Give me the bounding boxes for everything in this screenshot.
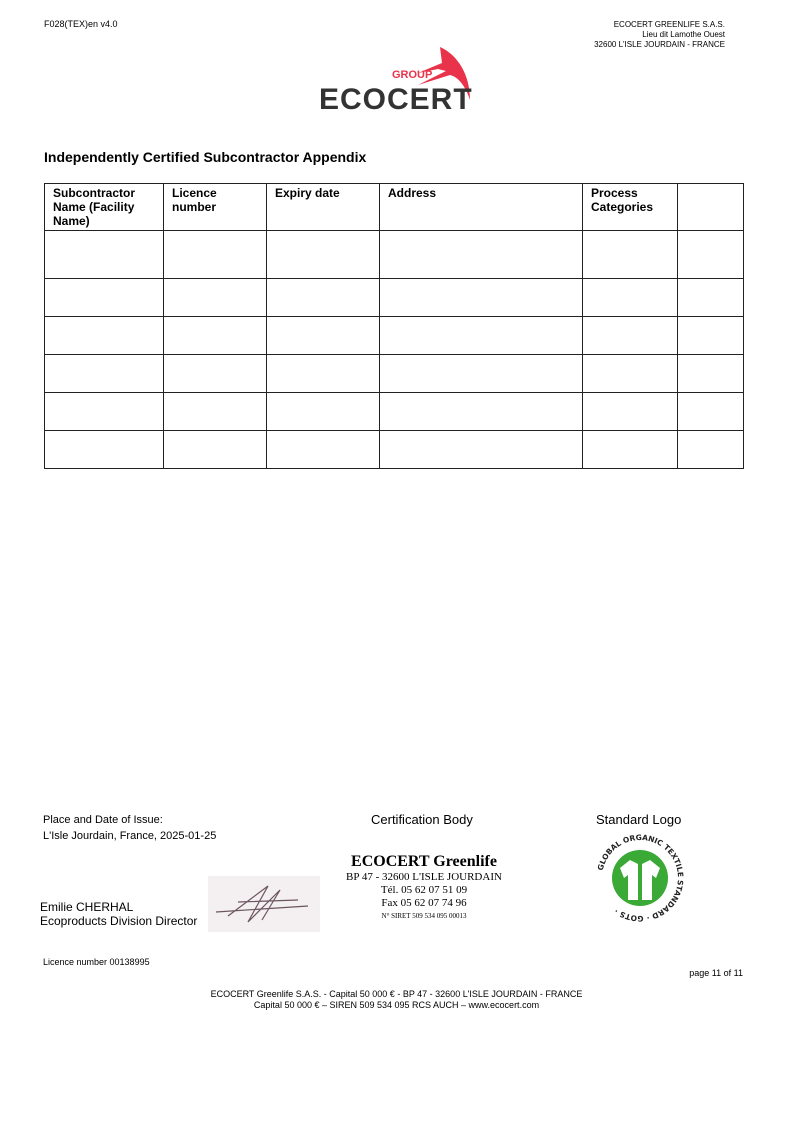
cell [380,279,583,317]
cert-body-name: ECOCERT Greenlife [351,853,497,870]
footer-line: Capital 50 000 € – SIREN 509 534 095 RCS AUCH – www.ecocert.com [253,1000,540,1010]
table-row [45,231,744,279]
cell [583,355,678,393]
cell [45,317,164,355]
ecocert-logo [318,45,478,117]
cell [380,317,583,355]
form-code: F028(TEX)en v4.0 [44,19,118,29]
col-header: Process Categories [583,184,678,231]
cell [267,355,380,393]
cell [583,279,678,317]
table-row [45,393,744,431]
col-header: Expiry date [267,184,380,231]
logo-group: GROUP [392,69,433,81]
gots-logo [590,830,690,925]
table-row [45,279,744,317]
standard-logo-label: Standard Logo [596,812,682,827]
cell [267,317,380,355]
col-header: Subcontractor Name (Facility Name) [45,184,164,231]
cell [164,279,267,317]
cell [380,431,583,469]
svg-text:GLOBAL ORGANIC TEXTILE STANDAR: GLOBAL ORGANIC TEXTILE STANDARD · GOTS · [595,832,686,924]
footer [0,989,793,1011]
col-header: Licence number [164,184,267,231]
cell [583,317,678,355]
cell [583,393,678,431]
company-name: ECOCERT GREENLIFE S.A.S. [613,20,725,29]
cell [678,317,744,355]
licence-number: Licence number 00138995 [43,957,150,967]
address-line: Lieu dit Lamothe Ouest [642,30,725,39]
footer-line: ECOCERT Greenlife S.A.S. - Capital 50 000 € - BP 47 - 32600 L'ISLE JOURDAIN - FRANCE [210,989,583,999]
table-row [45,355,744,393]
issue-label: Place and Date of Issue: [43,814,163,826]
subcontractor-table [44,183,744,469]
cell [45,355,164,393]
cell [164,355,267,393]
cell [678,279,744,317]
cert-body-siret: N° SIRET 509 534 095 00013 [381,912,467,920]
cell [164,393,267,431]
cell [583,431,678,469]
cert-body-address: BP 47 - 32600 L'ISLE JOURDAIN [346,871,502,883]
table-row [45,431,744,469]
table-header-row [45,184,744,231]
issue-block [43,812,216,844]
cell [678,355,744,393]
cell [267,279,380,317]
table-row [45,317,744,355]
cell [164,231,267,279]
page-number: page 11 of 11 [689,968,743,978]
cert-body-stamp [334,852,514,923]
signatory-role: Ecoproducts Division Director [40,914,198,928]
page-title: Independently Certified Subcontractor Appendix [44,149,367,165]
signatory [40,900,197,928]
cell [583,231,678,279]
cell [678,431,744,469]
cell [164,431,267,469]
cell [45,431,164,469]
cell [678,231,744,279]
cert-body-fax: Fax 05 62 07 74 96 [381,897,467,909]
cell [164,317,267,355]
cert-body-phone: Tél. 05 62 07 51 09 [380,884,468,896]
company-header [594,20,725,50]
cell [380,231,583,279]
cell [678,393,744,431]
logo-name: ECOCERT [319,83,473,116]
cell [267,231,380,279]
cell [45,279,164,317]
cert-body-label: Certification Body [371,812,473,827]
col-header [678,184,744,231]
cell [380,393,583,431]
cell [45,393,164,431]
cell [267,431,380,469]
cell [267,393,380,431]
col-header: Address [380,184,583,231]
cell [380,355,583,393]
signatory-name: Emilie CHERHAL [40,900,134,914]
cell [45,231,164,279]
signature-image [208,876,320,932]
issue-value: L'Isle Jourdain, France, 2025-01-25 [43,830,217,842]
address-line: 32600 L'ISLE JOURDAIN - FRANCE [594,40,725,49]
